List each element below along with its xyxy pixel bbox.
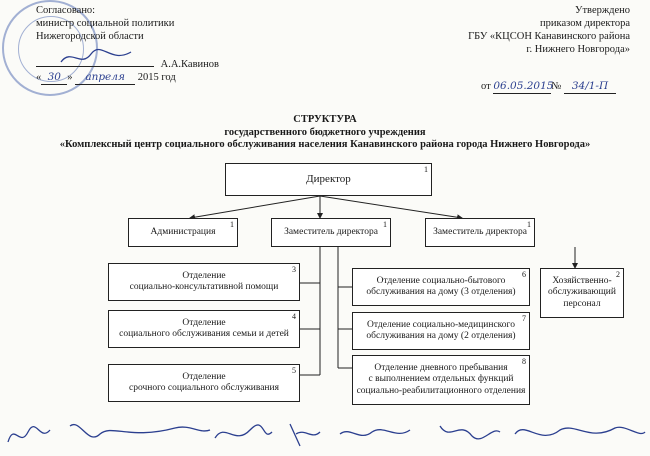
- bottom-signatures: [0, 412, 650, 456]
- deputy-director-box-2: 1 Заместитель директора: [425, 218, 535, 247]
- title-line2: государственного бюджетного учреждения: [224, 126, 426, 138]
- hand-order-number: 34/1-П: [564, 80, 616, 94]
- director-box: 1 Директор: [225, 163, 432, 196]
- order-label: приказом директора: [540, 18, 630, 29]
- director-label: Директор: [306, 172, 351, 185]
- year-label: 2015 год: [137, 72, 176, 83]
- administration-box: 1 Администрация: [128, 218, 238, 247]
- agreed-label: Согласовано:: [36, 5, 96, 16]
- dept-family-children-box: 4 Отделение социального обслуживания семьи и детей: [108, 310, 300, 348]
- date-line-left: « 30 » апреля 2015 год: [36, 71, 176, 83]
- signer-name: А.А.Кавинов: [160, 59, 219, 70]
- hand-month: апреля: [75, 71, 135, 85]
- dept-home-medical-box: 7 Отделение социально-медицинского обслуживания на дому (2 отделения): [352, 312, 530, 350]
- region-name: Нижегородской области: [36, 31, 144, 42]
- minister-title: министр социальной политики: [36, 18, 175, 29]
- title-line3: «Комплексный центр социального обслуживания населения Канавинского района города Нижнего Новгорода»: [59, 139, 591, 150]
- approved-label: Утверждено: [575, 5, 630, 16]
- dept-day-care-box: 8 Отделение дневного пребывания с выполнением отдельных функций социально-реабилитационного отделения: [352, 355, 530, 405]
- deputy-director-box-1: 1 Заместитель директора: [271, 218, 391, 247]
- hand-day: 30: [41, 71, 67, 85]
- org-line1: ГБУ «КЦСОН Канавинского района: [468, 31, 630, 42]
- hand-date: 06.05.2015: [493, 80, 554, 92]
- org-line2: г. Нижнего Новгорода»: [526, 44, 630, 55]
- service-staff-box: 2 Хозяйственно- обслуживающий персонал: [540, 268, 624, 318]
- dept-home-social-box: 6 Отделение социально-бытового обслуживания на дому (3 отделения): [352, 268, 530, 306]
- date-line-right: от 06.05.2015№ 34/1-П: [481, 80, 616, 94]
- title-line1: СТРУКТУРА: [293, 114, 357, 125]
- dept-urgent-service-box: 5 Отделение срочного социального обслуживания: [108, 364, 300, 402]
- dept-consultative-box: 3 Отделение социально-консультативной помощи: [108, 263, 300, 301]
